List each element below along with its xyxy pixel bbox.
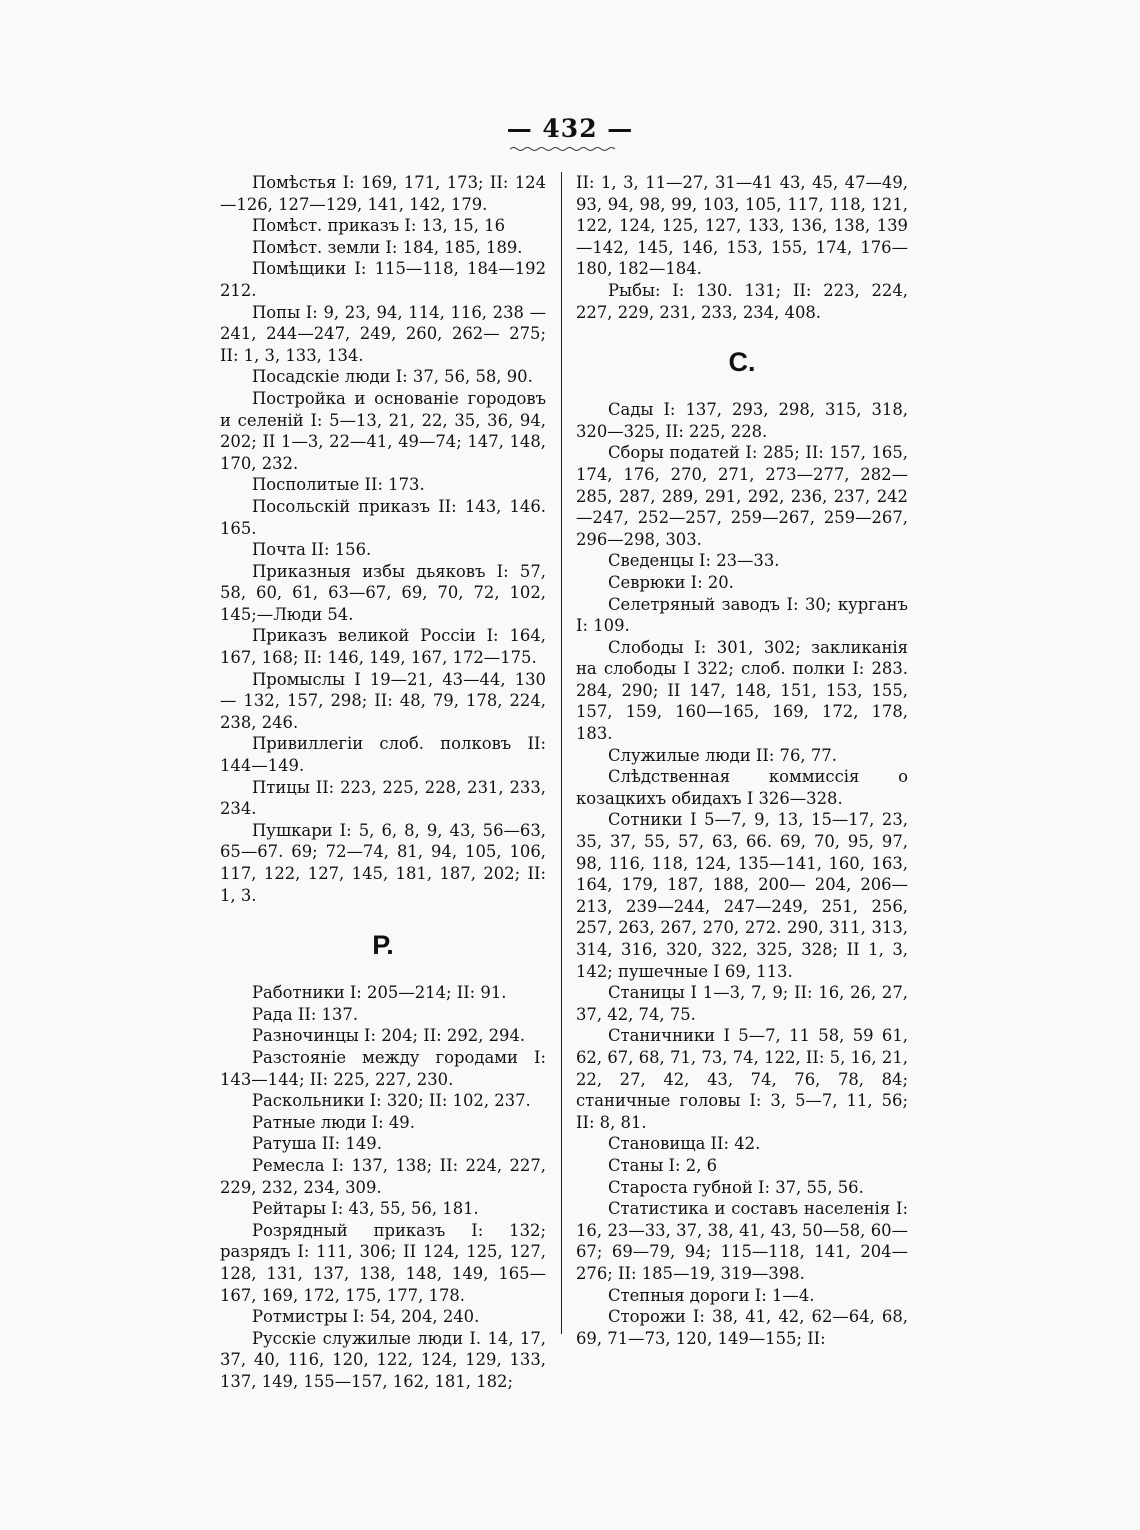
section-letter-r: Р. <box>372 930 394 961</box>
index-entry: Разночинцы I: 204; II: 292, 294. <box>252 1026 526 1046</box>
index-entry: Помѣщики I: 115—118, 184—192 212. <box>220 259 546 300</box>
right-entries-bottom <box>576 399 908 1349</box>
index-entry: Сторожи I: 38, 41, 42, 62—64, 68, 69, 71—73, 120, 149—155; II: <box>576 1307 908 1348</box>
index-entry: Раскольники I: 320; II: 102, 237. <box>252 1091 531 1111</box>
page-number: — 432 — <box>506 114 634 143</box>
index-entry: Станицы I 1—3, 7, 9; II: 16, 26, 27, 37, 42, 74, 75. <box>576 983 908 1024</box>
index-entry: Приказъ великой Россіи I: 164, 167, 168; II: 146, 149, 167, 172—175. <box>220 626 546 668</box>
left-entries-bottom <box>220 982 546 1392</box>
index-entry: Ремесла I: 137, 138; II: 224, 227, 229, 232, 234, 309. <box>220 1155 546 1197</box>
index-entry: Разстояніе между городами I: 143—144; II: 225, 227, 230. <box>220 1047 546 1089</box>
index-entry: Староста губной I: 37, 55, 56. <box>608 1177 864 1197</box>
index-entry: Слѣдственная коммиссія о козацкихъ обидахъ I 326—328. <box>576 767 908 808</box>
index-entry: Помѣст. приказъ I: 13, 15, 16 <box>252 216 506 236</box>
index-entry: Степныя дороги I: 1—4. <box>608 1285 815 1305</box>
index-entry: Рада II: 137. <box>252 1004 359 1024</box>
section-letter-s: С. <box>728 347 756 378</box>
index-entry: Пушкари I: 5, 6, 8, 9, 43, 56—63, 65—67. 69; 72—74, 81, 94, 105, 106, 117, 122, 127, 145, 181, 187, 202; II: 1, 3. <box>220 820 546 905</box>
index-entry: Посадскіе люди I: 37, 56, 58, 90. <box>252 367 533 387</box>
column-divider <box>561 172 562 1334</box>
index-entry: Сведенцы I: 23—33. <box>608 551 780 571</box>
ornament-wavy-line <box>510 146 615 152</box>
index-entry: Почта II: 156. <box>252 540 372 560</box>
index-entry: Птицы II: 223, 225, 228, 231, 233, 234. <box>220 777 546 819</box>
index-entry: Ротмистры I: 54, 204, 240. <box>252 1307 480 1327</box>
index-entry: Посольскій приказъ II: 143, 146. 165. <box>220 496 546 538</box>
index-entry: Слободы I: 301, 302; закликанія на слободы I 322; слоб. полки I: 283. 284, 290; II 147, 148, 151, 153, 155, 157, 159, 160—165, 169, 172, 178, 183. <box>576 637 908 744</box>
continuation-entry: II: 1, 3, 11—27, 31—41 43, 45, 47—49, 93, 94, 98, 99, 103, 105, 117, 118, 121, 122, 124, 125, 127, 133, 136, 138, 139—142, 145, 146, 153, 155, 174, 176—180, 182—184. <box>576 173 908 279</box>
index-entry: Становища II: 42. <box>608 1134 761 1154</box>
index-entry: Сады I: 137, 293, 298, 315, 318, 320—325, II: 225, 228. <box>576 400 908 441</box>
index-entry: Работники I: 205—214; II: 91. <box>252 983 507 1003</box>
index-entry: Севрюки I: 20. <box>608 572 734 592</box>
index-entry: Помѣстья I: 169, 171, 173; II: 124 —126, 127—129, 141, 142, 179. <box>220 173 546 214</box>
index-entry: Служилые люди II: 76, 77. <box>608 745 837 765</box>
index-entry: Статистика и составъ населенія I: 16, 23—33, 37, 38, 41, 43, 50—58, 60—67; 69—79, 94; 115—118, 141, 204—276; II: 185—19, 319—398. <box>576 1199 908 1283</box>
index-entry: Ратные люди I: 49. <box>252 1112 415 1132</box>
right-entries-top <box>576 280 908 323</box>
index-entry: Рыбы: I: 130. 131; II: 223, 224, 227, 229, 231, 233, 234, 408. <box>576 280 908 322</box>
index-entry: Русскіе служилые люди I. 14, 17, 37, 40, 116, 120, 122, 124, 129, 133, 137, 149, 155—157, 162, 181, 182; <box>220 1328 546 1391</box>
index-entry: Станичники I 5—7, 11 58, 59 61, 62, 67, 68, 71, 73, 74, 122, II: 5, 16, 21, 22, 27, 42, 43, 74, 76, 78, 84; станичные головы I: 3, 5—7, 11, 56; II: 8, 81. <box>576 1026 908 1132</box>
index-entry: Рейтары I: 43, 55, 56, 181. <box>252 1199 479 1219</box>
index-entry: Сборы податей I: 285; II: 157, 165, 174, 176, 270, 271, 273—277, 282—285, 287, 289, 291, 292, 236, 237, 242—247, 252—257, 259—267, 259—267, 296—298, 303. <box>576 443 908 549</box>
index-entry: Приказныя избы дьяковъ I: 57, 58, 60, 61, 63—67, 69, 70, 72, 102, 145;—Люди 54. <box>220 561 546 624</box>
index-entry: Станы I: 2, 6 <box>608 1155 718 1175</box>
index-entry: Розрядный приказъ I: 132; разрядъ I: 111, 306; II 124, 125, 127, 128, 131, 137, 138, 148, 149, 165— 167, 169, 172, 175, 177, 178. <box>220 1220 546 1305</box>
index-entry: Сотники I 5—7, 9, 13, 15—17, 23, 35, 37, 55, 57, 63, 66. 69, 70, 95, 97, 98, 116, 118, 124, 135—141, 160, 163, 164, 179, 187, 188, 200— 204, 206—213, 239—244, 247—249, 251, 256, 257, 263, 267, 270, 272. 290, 311, 313, 314, 316, 320, 322, 325, 328; II 1, 3, 142; пушечные I 69, 113. <box>576 810 908 981</box>
right-column <box>576 172 908 1349</box>
index-entry: Помѣст. земли I: 184, 185, 189. <box>252 237 523 257</box>
left-column <box>220 172 546 1392</box>
index-entry: Попы I: 9, 23, 94, 114, 116, 238 —241, 244—247, 249, 260, 262— 275; II: 1, 3, 133, 134. <box>220 302 546 365</box>
index-entry: Постройка и основаніе городовъ и селеній I: 5—13, 21, 22, 35, 36, 94, 202; II 1—3, 22—41, 49—74; 147, 148, 170, 232. <box>220 388 546 473</box>
index-entry: Селетряный заводъ I: 30; курганъ I: 109. <box>576 594 908 636</box>
index-entry: Промыслы I 19—21, 43—44, 130— 132, 157, 298; II: 48, 79, 178, 224, 238, 246. <box>220 669 546 732</box>
index-entry: Привиллегіи слоб. полковъ II: 144—149. <box>220 734 546 776</box>
left-entries-top <box>220 172 546 906</box>
index-entry: Ратуша II: 149. <box>252 1134 382 1154</box>
index-entry: Посполитые II: 173. <box>252 475 425 495</box>
